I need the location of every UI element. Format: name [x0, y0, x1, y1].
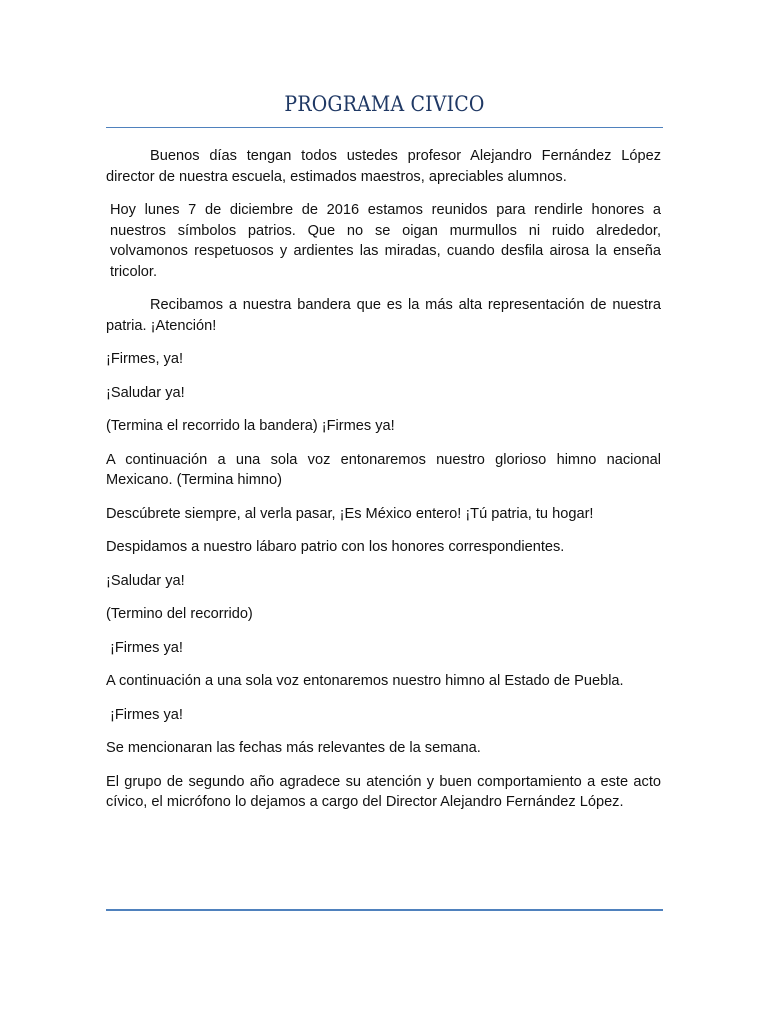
paragraph-farewell: Despidamos a nuestro lábaro patrio con los honores correspondientes. — [106, 539, 565, 555]
paragraph-greeting: Buenos días tengan todos ustedes profesor Alejandro Fernández López director de nuestra escuela, estimados maestros, apreciables alumnos. — [106, 148, 661, 185]
footer-divider — [106, 909, 663, 911]
paragraph-command: (Termina el recorrido la bandera) ¡Firmes ya! — [106, 418, 395, 434]
paragraph-command: (Termino del recorrido) — [106, 606, 253, 622]
paragraph-command: ¡Firmes, ya! — [106, 351, 184, 367]
title-divider — [106, 127, 663, 128]
document-title: PROGRAMA CIVICO — [284, 92, 485, 116]
paragraph-national-anthem: A continuación a una sola voz entonaremos nuestro glorioso himno nacional Mexicano. (Termina himno) — [106, 451, 661, 488]
paragraph-command: ¡Firmes ya! — [110, 639, 183, 656]
paragraph-flag-reception: Recibamos a nuestra bandera que es la más alta representación de nuestra patria. ¡Atención! — [106, 297, 661, 334]
paragraph-state-anthem: A continuación a una sola voz entonaremos nuestro himno al Estado de Puebla. — [106, 673, 624, 689]
paragraph-command: ¡Saludar ya! — [106, 572, 185, 589]
document-body — [106, 146, 661, 826]
paragraph-command: ¡Saludar ya! — [106, 384, 185, 401]
paragraph-closing: El grupo de segundo año agradece su atención y buen comportamiento a este acto cívico, el micrófono lo dejamos a cargo del Director Alejandro Fernández López. — [106, 773, 661, 810]
paragraph-opening: Hoy lunes 7 de diciembre de 2016 estamos reunidos para rendirle honores a nuestros símbolos patrios. Que no se oigan murmullos ni ruido alrededor, volvamonos respetuosos y ardientes las miradas, cuando desfila airosa la enseña tricolor. — [110, 202, 661, 280]
paragraph-verse: Descúbrete siempre, al verla pasar, ¡Es México entero! ¡Tú patria, tu hogar! — [106, 505, 594, 522]
paragraph-command: ¡Firmes ya! — [110, 706, 183, 723]
paragraph-dates: Se mencionaran las fechas más relevantes de la semana. — [106, 740, 481, 756]
